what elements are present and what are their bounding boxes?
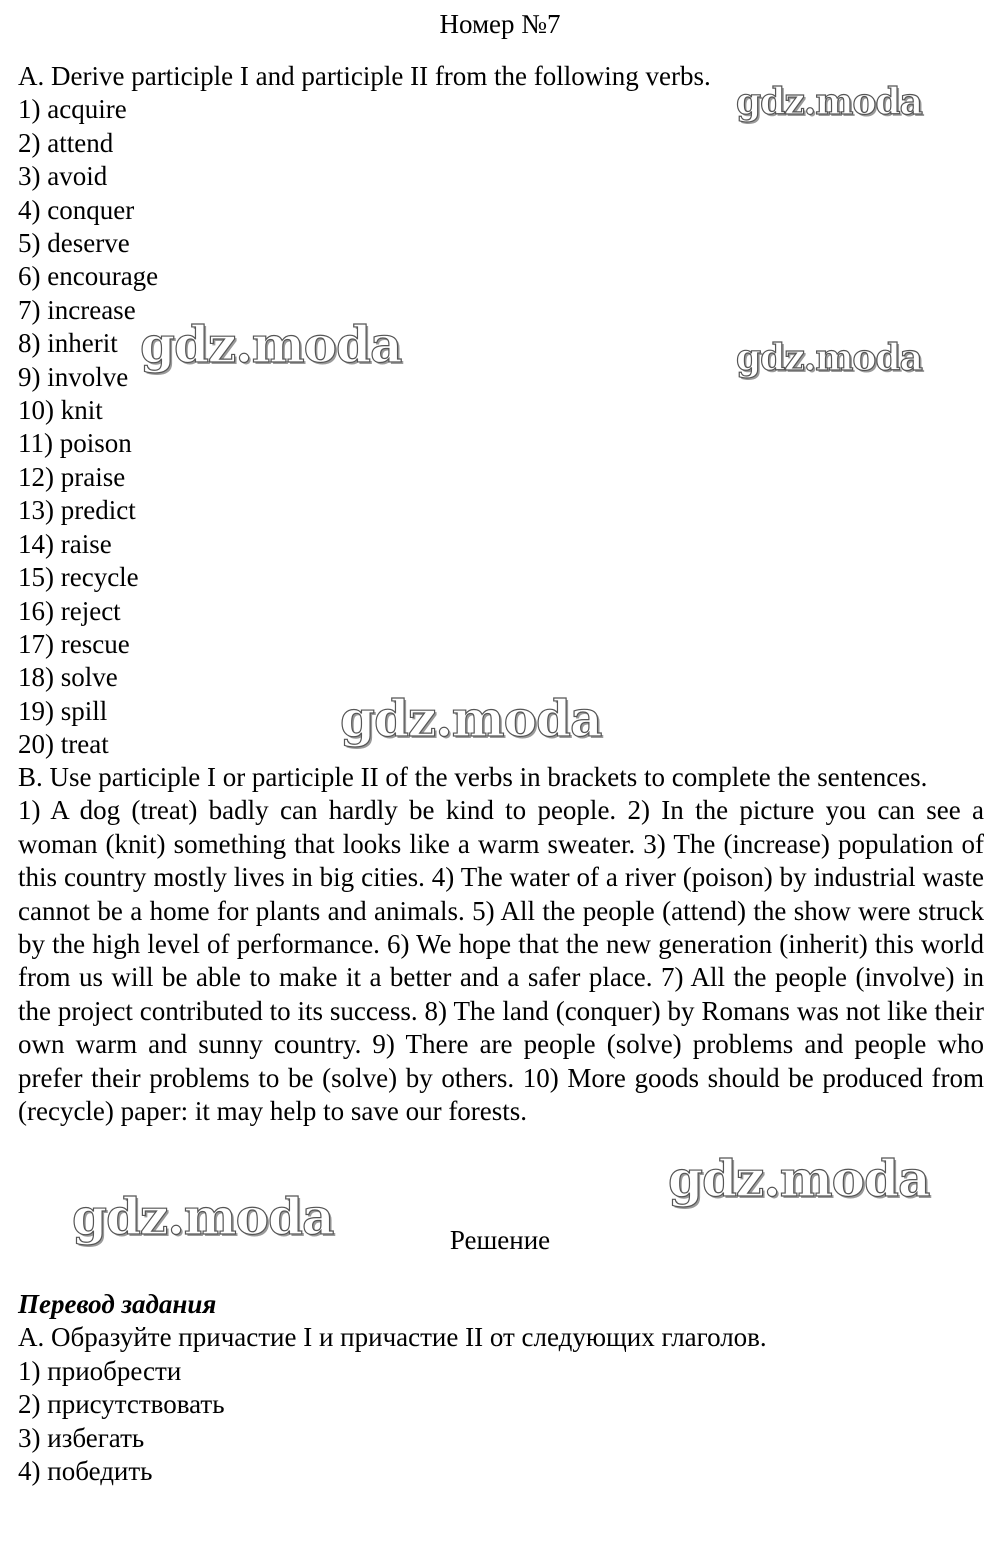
part-b-sentences: 1) A dog (treat) badly can hardly be kind to people. 2) In the picture you can see a woman (knit) something that looks like a warm sweater. 3) The (increase) population of this country mostly lives in big cities. 4) The water of a river (poison) by industrial waste cannot be a home for plants and animals. 5) All the people (attend) the show were struck by the high level of performance. 6) We hope that the new generation (inherit) this world from us will be able to make it a better and a safer place. 7) All the people (involve) in the project contributed to its success. 8) The land (conquer) by Romans was not like their own warm and sunny country. 9) There are people (solve) problems and people who prefer their problems to be (solve) by others. 10) More goods should be produced from (recycle) paper: it may help to save our forests. xyxy=(18,795,984,1127)
translation-item: 3) избегать xyxy=(18,1422,145,1453)
verb-item: 6) encourage xyxy=(18,261,159,292)
watermark-logo: gdz.moda xyxy=(340,689,602,748)
part-b-instruction: B. Use participle I or participle II of the verbs in brackets to complete the sentences. xyxy=(18,762,928,792)
translation-instruction: A. Образуйте причастие I и причастие II от следующих глаголов. xyxy=(18,1322,767,1353)
verb-item: 20) treat xyxy=(18,729,109,760)
part-a-instruction: A. Derive participle I and participle II from the following verbs. xyxy=(18,61,711,91)
part-b xyxy=(18,761,984,1128)
solution-heading: Решение xyxy=(449,1225,551,1255)
verb-item: 10) knit xyxy=(18,395,103,426)
page-title: Номер №7 xyxy=(439,9,561,39)
verb-item: 3) avoid xyxy=(18,161,108,192)
watermark-logo: gdz.moda xyxy=(736,337,922,379)
verb-item: 15) recycle xyxy=(18,562,139,593)
translation-item: 1) приобрести xyxy=(18,1355,182,1386)
verb-item: 19) spill xyxy=(18,695,108,726)
watermark-logo: gdz.moda xyxy=(668,1149,930,1208)
verb-item: 16) reject xyxy=(18,595,121,626)
verb-item: 1) acquire xyxy=(18,94,127,125)
verb-item: 14) raise xyxy=(18,528,112,559)
translation-item: 4) победить xyxy=(18,1456,153,1487)
translation-heading: Перевод задания xyxy=(18,1289,217,1319)
verb-item: 12) praise xyxy=(18,461,126,492)
verb-item: 9) involve xyxy=(18,361,129,392)
translation-item: 2) присутствовать xyxy=(18,1389,225,1420)
part-a xyxy=(18,60,984,762)
watermark-logo: gdz.moda xyxy=(736,81,922,123)
translation-section xyxy=(18,1288,984,1488)
verb-item: 17) rescue xyxy=(18,628,130,659)
verb-item: 11) poison xyxy=(18,428,132,459)
watermark-logo: gdz.moda xyxy=(140,315,402,374)
verb-item: 5) deserve xyxy=(18,228,130,259)
verb-item: 4) conquer xyxy=(18,194,135,225)
watermark-logo: gdz.moda xyxy=(72,1187,334,1246)
verb-item: 13) predict xyxy=(18,495,136,526)
verb-item: 8) inherit xyxy=(18,328,118,359)
verb-item: 18) solve xyxy=(18,662,118,693)
verb-item: 7) increase xyxy=(18,294,136,325)
verb-item: 2) attend xyxy=(18,127,114,158)
